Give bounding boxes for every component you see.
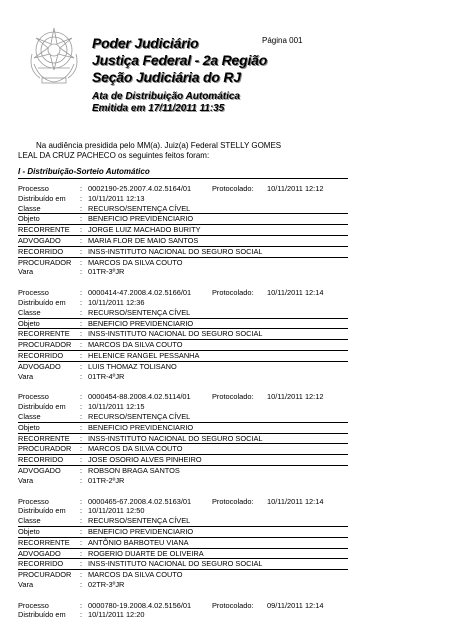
record-row (18, 570, 348, 580)
record-row (18, 184, 348, 194)
field-value: 01TR-2ºJR (88, 475, 125, 485)
field-label: Processo (18, 496, 49, 506)
record-row (18, 236, 348, 247)
protocol-label: Protocolado: (212, 496, 254, 506)
field-colon: : (80, 579, 83, 589)
record-row (18, 319, 348, 330)
field-label: RECORRIDO (18, 246, 64, 256)
field-label: Vara (18, 267, 34, 277)
protocol-value: 10/11/2011 12:14 (267, 496, 324, 506)
field-value: MARCOS DA SILVA COUTO (88, 257, 183, 267)
record-row (18, 497, 348, 507)
protocol-value: 10/11/2011 12:12 (267, 392, 324, 402)
field-label: Objeto (18, 526, 40, 536)
field-colon: : (80, 422, 83, 432)
field-colon: : (80, 570, 83, 580)
field-colon: : (80, 610, 83, 620)
intro-paragraph (18, 141, 318, 161)
field-colon: : (80, 288, 83, 298)
protocol-label: Protocolado: (212, 288, 254, 298)
field-label: Distribuído em (18, 610, 66, 620)
record (18, 392, 348, 485)
header-line-1: Poder Judiciário (92, 35, 199, 51)
field-value: MARCOS DA SILVA COUTO (88, 340, 183, 350)
record-row (18, 267, 348, 277)
field-label: Classe (18, 411, 41, 421)
field-value: INSS-INSTITUTO NACIONAL DO SEGURO SOCIAL (88, 246, 263, 256)
field-value: 0000414-47.2008.4.02.5166/01 (88, 288, 192, 298)
field-label: Objeto (18, 318, 40, 328)
field-colon: : (80, 297, 83, 307)
field-label: RECORRIDO (18, 559, 64, 569)
field-colon: : (80, 392, 83, 402)
field-label: Objeto (18, 422, 40, 432)
field-colon: : (80, 526, 83, 536)
field-label: Vara (18, 475, 34, 485)
document-subtitle (92, 91, 240, 115)
field-label: ADVOGADO (18, 361, 61, 371)
field-colon: : (80, 214, 83, 224)
record-row (18, 298, 348, 308)
field-value: INSS-INSTITUTO NACIONAL DO SEGURO SOCIAL (88, 433, 263, 443)
record-row (18, 559, 348, 570)
field-value: 0000780-19.2008.4.02.5156/01 (88, 600, 192, 610)
field-label: Classe (18, 307, 41, 317)
field-colon: : (80, 475, 83, 485)
field-colon: : (80, 361, 83, 371)
coat-of-arms-icon (26, 24, 82, 88)
record-row (18, 247, 348, 258)
field-label: Vara (18, 371, 34, 381)
field-label: ADVOGADO (18, 465, 61, 475)
field-colon: : (80, 267, 83, 277)
field-value: 10/11/2011 12:50 (88, 506, 145, 516)
field-value: 02TR-3ºJR (88, 579, 125, 589)
field-colon: : (80, 506, 83, 516)
field-label: Distribuído em (18, 402, 66, 412)
record-row (18, 340, 348, 351)
field-value: 0000465-67.2008.4.02.5163/01 (88, 496, 192, 506)
record-row (18, 362, 348, 372)
field-colon: : (80, 433, 83, 443)
field-value: MARCOS DA SILVA COUTO (88, 570, 183, 580)
field-label: RECORRENTE (18, 537, 70, 547)
field-value: 10/11/2011 12:13 (88, 193, 145, 203)
field-label: Distribuído em (18, 297, 66, 307)
record-row (18, 580, 348, 590)
field-label: Distribuído em (18, 506, 66, 516)
protocol-value: 09/11/2011 12:14 (267, 600, 324, 610)
record-row (18, 455, 348, 466)
intro-line-1: Na audiência presidida pelo MM(a). Juiz(a) Federal STELLY GOMES (36, 141, 282, 150)
protocol-label: Protocolado: (212, 392, 254, 402)
court-header (92, 35, 267, 86)
field-label: Processo (18, 184, 49, 193)
field-value: 01TR-4ºJR (88, 371, 125, 381)
field-value: 10/11/2011 12:15 (88, 402, 145, 412)
field-label: PROCURADOR (18, 570, 72, 580)
protocol-value: 10/11/2011 12:14 (267, 288, 324, 298)
field-colon: : (80, 318, 83, 328)
field-label: Vara (18, 579, 34, 589)
record (18, 497, 348, 590)
field-colon: : (80, 516, 83, 526)
field-label: ADVOGADO (18, 235, 61, 245)
protocol-label: Protocolado: (212, 184, 254, 193)
page-number: Página 001 (262, 36, 303, 45)
record-row (18, 601, 348, 611)
record-row (18, 372, 348, 382)
field-value: RECURSO/SENTENÇA CÍVEL (88, 307, 191, 317)
record-row (18, 506, 348, 516)
field-label: PROCURADOR (18, 444, 72, 454)
record-row (18, 329, 348, 340)
field-value: INSS-INSTITUTO NACIONAL DO SEGURO SOCIAL (88, 559, 263, 569)
field-colon: : (80, 350, 83, 360)
field-colon: : (80, 411, 83, 421)
record-row (18, 214, 348, 225)
field-colon: : (80, 193, 83, 203)
header-line-3: Seção Judiciária do RJ (92, 69, 241, 85)
field-label: PROCURADOR (18, 257, 72, 267)
field-value: ROBSON BRAGA SANTOS (88, 465, 180, 475)
record-row (18, 476, 348, 486)
record-row (18, 204, 348, 215)
section-title: I - Distribuição-Sorteio Automático (18, 167, 150, 176)
field-value: 10/11/2011 12:36 (88, 297, 145, 307)
field-label: RECORRIDO (18, 455, 64, 465)
field-colon: : (80, 184, 83, 193)
field-value: BENEFICIO PREVIDENCIARIO (88, 422, 194, 432)
field-label: RECORRIDO (18, 350, 64, 360)
field-colon: : (80, 329, 83, 339)
protocol-value: 10/11/2011 12:12 (267, 184, 324, 193)
field-label: Processo (18, 392, 49, 402)
field-value: BENEFICIO PREVIDENCIARIO (88, 526, 194, 536)
field-colon: : (80, 371, 83, 381)
record-row (18, 434, 348, 445)
field-label: Classe (18, 203, 41, 213)
record-row (18, 402, 348, 412)
field-label: PROCURADOR (18, 340, 72, 350)
field-value: 01TR-3ºJR (88, 267, 125, 277)
field-colon: : (80, 537, 83, 547)
field-value: RECURSO/SENTENÇA CÍVEL (88, 203, 191, 213)
record-row (18, 412, 348, 423)
field-label: Processo (18, 288, 49, 298)
field-value: RECURSO/SENTENÇA CÍVEL (88, 411, 191, 421)
intro-line-2: LEAL DA CRUZ PACHECO os seguintes feitos foram: (18, 151, 210, 160)
field-colon: : (80, 225, 83, 235)
field-label: Processo (18, 600, 49, 610)
record-row (18, 423, 348, 434)
record-row (18, 444, 348, 455)
field-value: LUIS THOMAZ TOLISANO (88, 361, 177, 371)
field-colon: : (80, 307, 83, 317)
record-row (18, 527, 348, 538)
record-row (18, 392, 348, 402)
subtitle-line-1: Ata de Distribuição Automática (92, 91, 240, 102)
field-label: Distribuído em (18, 193, 66, 203)
field-value: RECURSO/SENTENÇA CÍVEL (88, 516, 191, 526)
record-row (18, 610, 348, 620)
field-value: ROGERIO DUARTE DE OLIVEIRA (88, 548, 204, 558)
record (18, 184, 348, 277)
protocol-label: Protocolado: (212, 600, 254, 610)
field-value: HELENICE RANGEL PESSANHA (88, 350, 200, 360)
field-colon: : (80, 465, 83, 475)
record-row (18, 194, 348, 204)
record-row (18, 308, 348, 319)
record (18, 601, 348, 621)
record-row (18, 258, 348, 268)
field-label: RECORRENTE (18, 225, 70, 235)
field-colon: : (80, 559, 83, 569)
field-colon: : (80, 340, 83, 350)
section-divider (18, 178, 348, 179)
field-label: Classe (18, 516, 41, 526)
field-colon: : (80, 246, 83, 256)
field-label: RECORRENTE (18, 329, 70, 339)
field-value: MARCOS DA SILVA COUTO (88, 444, 183, 454)
record-row (18, 516, 348, 527)
field-value: BENEFICIO PREVIDENCIARIO (88, 318, 194, 328)
field-colon: : (80, 455, 83, 465)
records-list (18, 184, 348, 631)
record-row (18, 538, 348, 549)
record (18, 288, 348, 381)
field-value: INSS-INSTITUTO NACIONAL DO SEGURO SOCIAL (88, 329, 263, 339)
field-label: Objeto (18, 214, 40, 224)
record-row (18, 466, 348, 476)
field-colon: : (80, 235, 83, 245)
field-label: ADVOGADO (18, 548, 61, 558)
field-colon: : (80, 402, 83, 412)
header-line-2: Justiça Federal - 2a Região (92, 52, 268, 68)
record-row (18, 225, 348, 236)
field-value: MARIA FLOR DE MAIO SANTOS (88, 235, 199, 245)
field-colon: : (80, 600, 83, 610)
field-label: RECORRENTE (18, 433, 70, 443)
field-colon: : (80, 203, 83, 213)
record-row (18, 351, 348, 362)
field-value: JOSE OSORIO ALVES PINHEIRO (88, 455, 202, 465)
field-colon: : (80, 496, 83, 506)
subtitle-line-2: Emitida em 17/11/2011 11:35 (92, 103, 225, 114)
field-value: 0000454-88.2008.4.02.5114/01 (88, 392, 191, 402)
record-row (18, 549, 348, 560)
field-value: ANTÔNIO BARBOTEU VIANA (88, 537, 189, 547)
field-colon: : (80, 548, 83, 558)
field-value: BENEFICIO PREVIDENCIARIO (88, 214, 194, 224)
record-row (18, 288, 348, 298)
field-value: JORGE LUIZ MACHADO BURITY (88, 225, 201, 235)
field-value: 10/11/2011 12:20 (88, 610, 145, 620)
field-colon: : (80, 257, 83, 267)
field-value: 0002190-25.2007.4.02.5164/01 (88, 184, 192, 193)
field-colon: : (80, 444, 83, 454)
